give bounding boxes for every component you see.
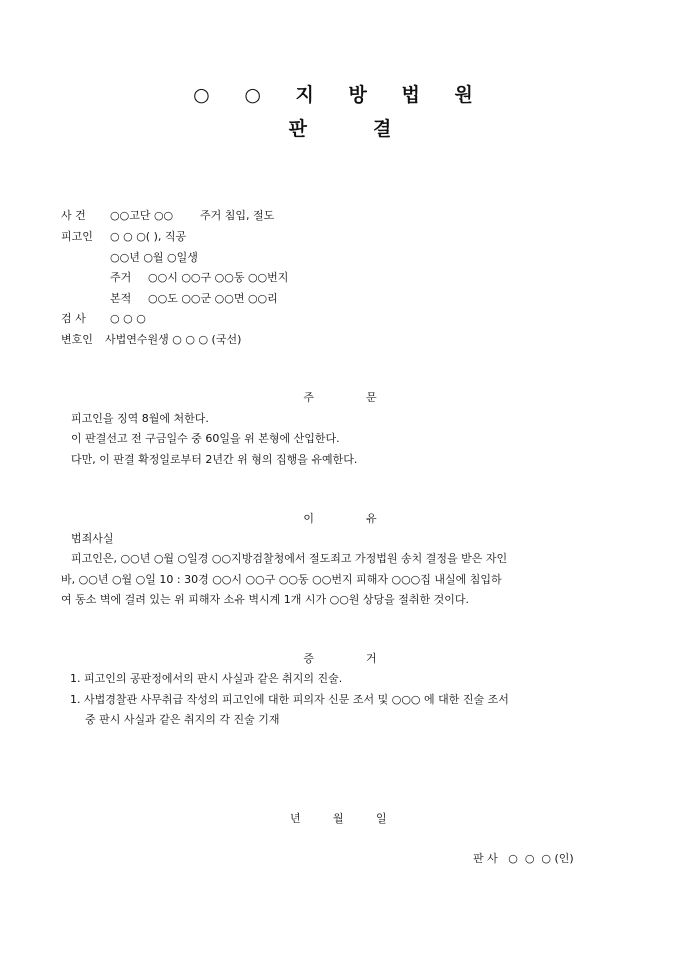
address-value: ○○시 ○○구 ○○동 ○○번지 [148,271,289,284]
date-year: 년 [290,812,301,825]
reasons-heading-right: 유 [366,512,377,525]
reasons-line-2: 바, ○○년 ○월 ○일 10 : 30경 ○○시 ○○구 ○○동 ○○번지 피해자 ○○○집 내실에 침입하 [61,573,502,586]
evidence-heading-left: 증 [303,652,314,665]
judgment-line-2: 이 판결선고 전 구금일수 중 60일을 위 본형에 산입한다. [71,432,340,445]
judgment-heading-left: 주 [303,391,314,404]
judgment-line-1: 피고인을 징역 8월에 처한다. [71,412,209,425]
domicile-label: 본적 [110,292,132,305]
date-day: 일 [376,812,387,825]
domicile-value: ○○도 ○○군 ○○면 ○○리 [148,292,278,305]
title-char-right: 결 [373,118,392,140]
date-line [290,810,387,826]
counsel-label: 변호인 [61,333,93,346]
reasons-heading [0,510,680,526]
prosecutor-row [61,310,146,326]
address-row [110,269,288,285]
counsel-value: 사법연수원생 ○ ○ ○ (국선) [105,333,242,346]
address-label: 주거 [110,271,132,284]
case-number: ○○고단 ○○ [110,209,174,222]
reasons-line-3: 여 동소 벽에 걸려 있는 위 피해자 소유 벽시계 1개 시가 ○○원 상당을 절취한 것이다. [61,593,470,606]
case-label: 사 건 [61,209,86,222]
date-month: 월 [333,812,344,825]
reasons-subheading: 범죄사실 [71,532,114,545]
evidence-heading [0,650,680,666]
defendant-label: 피고인 [61,230,93,243]
case-name: 주거 침입, 절도 [200,209,275,222]
document-title [0,114,680,141]
judgment-heading [0,389,680,405]
counsel-row [61,331,241,347]
defendant-row [61,228,186,244]
domicile-row [110,290,278,306]
prosecutor-label: 검 사 [61,312,86,325]
evidence-item-2-line-1: 1. 사법경찰관 사무취급 작성의 피고인에 대한 피의자 신문 조서 및 ○○○ 에 대한 진술 조서 [70,693,509,706]
court-name: ○ ○ 지 방 법 원 [193,84,487,106]
judgment-line-3: 다만, 이 판결 확정일로부터 2년간 위 형의 집행을 유예한다. [71,453,358,466]
defendant-name: ○ ○ ○( ), 직공 [110,230,187,243]
evidence-heading-right: 거 [366,652,377,665]
evidence-item-2-line-2: 중 판시 사실과 같은 취지의 각 진술 기재 [85,713,280,726]
reasons-heading-left: 이 [303,512,314,525]
defendant-birth: ○○년 ○월 ○일생 [110,251,198,264]
prosecutor-value: ○ ○ ○ [110,312,146,325]
reasons-line-1: 피고인은, ○○년 ○월 ○일경 ○○지방검찰청에서 절도죄고 가정법원 송치 결정을 받은 자인 [71,552,508,565]
evidence-item-1: 1. 피고인의 공판정에서의 판시 사실과 같은 취지의 진술. [70,672,343,685]
judge-signature: 판 사 ○ ○ ○ (인) [473,852,574,865]
title-char-left: 판 [288,118,307,140]
judgment-heading-right: 문 [366,391,377,404]
case-row [61,207,274,223]
